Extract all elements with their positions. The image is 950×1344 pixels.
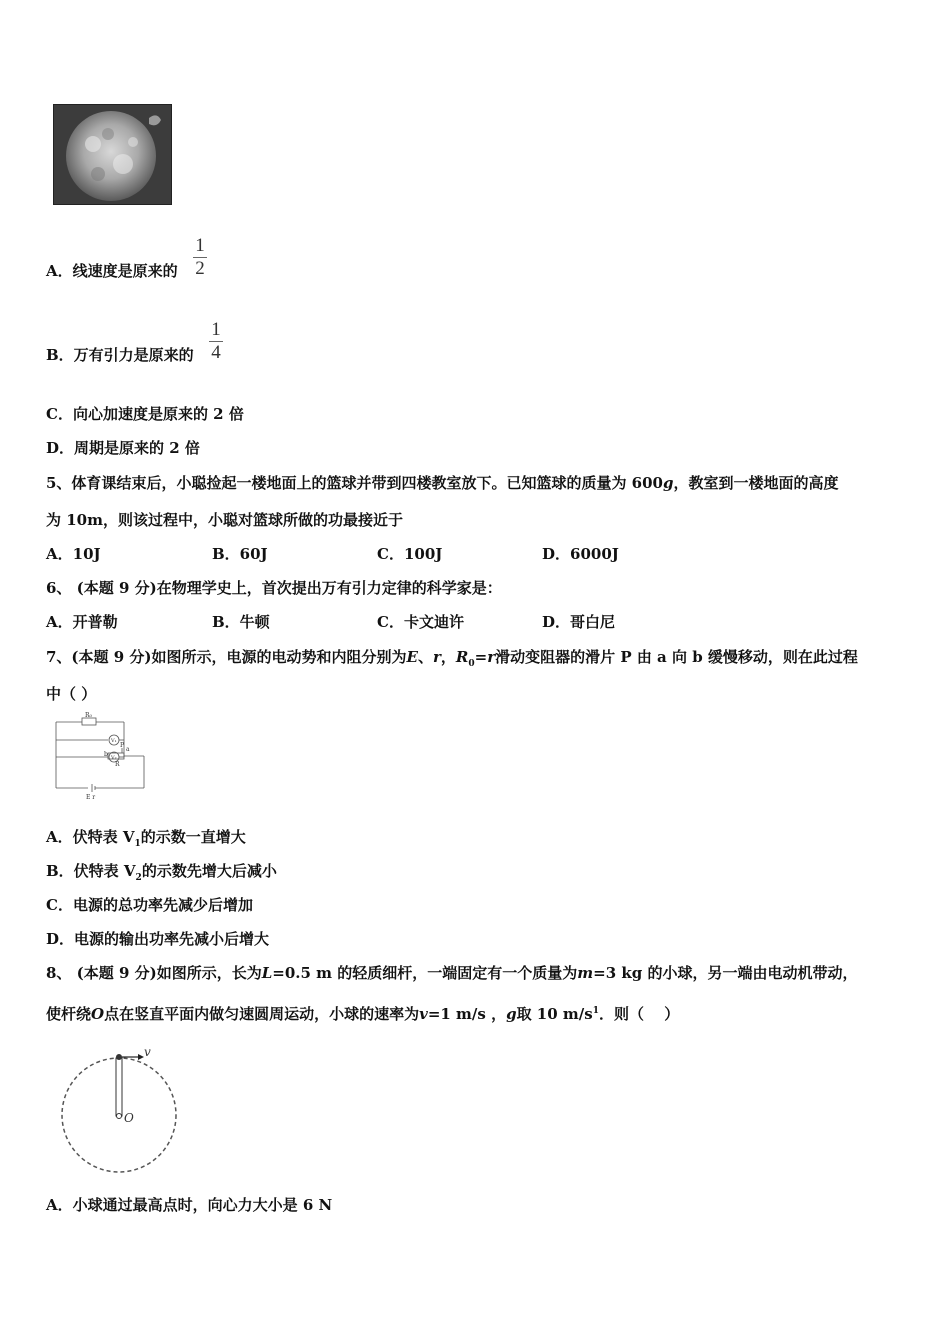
q7-option-b [46, 861, 277, 888]
q7-option-c: C．电源的总功率先减少后增加 [46, 896, 253, 914]
label-v: v [144, 1045, 151, 1059]
subscript: 0 [468, 659, 475, 669]
text: 7、(本题 9 分)如图所示，电源的电动势和内阻分别为 [46, 648, 407, 666]
text: =0.5 m 的轻质细杆，一端固定有一个质量为 [272, 964, 578, 982]
denominator: 2 [195, 258, 205, 279]
q5-option-d: D．6000J [542, 545, 619, 563]
label-v2: V₂ [111, 755, 117, 761]
text: =3 kg 的小球，另一端由电动机带动， [593, 964, 858, 982]
text: 滑动变阻器的滑片 P 由 a 向 b 缓慢移动，则在此过程 [495, 648, 858, 666]
text: 5、体育课结束后，小聪捡起一楼地面上的篮球并带到四楼教室放下。已知篮球的质量为 600 [46, 474, 663, 492]
q4-option-c: C．向心加速度是原来的 2 倍 [46, 405, 244, 423]
q8-stem-line2 [46, 1001, 679, 1024]
label-r0: R₀ [85, 712, 92, 719]
q5-option-a: A．10J [46, 545, 101, 563]
q5-stem-line2: 为 10m，则该过程中，小聪对篮球所做的功最接近于 [46, 511, 403, 529]
label-b: b [104, 751, 108, 758]
text-italic: v [419, 1005, 428, 1023]
q5-option-c: C．100J [377, 545, 443, 563]
text-italic: r [432, 648, 441, 666]
option-text: B．万有引力是原来的 [46, 346, 194, 364]
q5-stem-line1 [46, 473, 839, 493]
text-italic: L [261, 964, 273, 982]
q8-stem-line1 [46, 963, 858, 983]
text-italic: r [487, 648, 496, 666]
subscript: 2 [135, 873, 142, 883]
circuit-diagram [52, 712, 152, 802]
superscript: 1 [592, 1006, 599, 1016]
label-e-r: E r [86, 794, 96, 801]
text: 的示数一直增大 [140, 828, 246, 846]
q4-option-a-fraction [193, 235, 207, 280]
label-r: R [115, 761, 120, 768]
text-italic: m [577, 964, 594, 982]
text: A．伏特表 V [46, 828, 135, 846]
label-v1: V₁ [111, 738, 117, 744]
text-italic: g [662, 474, 674, 492]
text: ．则（ ） [598, 1005, 680, 1023]
text-italic: E [406, 648, 418, 666]
text-italic: R [455, 648, 469, 666]
label-a: a [126, 746, 130, 753]
label-p: P [120, 742, 125, 749]
q6-option-a: A．开普勒 [46, 613, 118, 631]
text: 点在竖直平面内做匀速圆周运动，小球的速率为 [104, 1005, 420, 1023]
q4-option-a [46, 261, 178, 281]
text: 的示数先增大后减小 [141, 862, 277, 880]
q6-option-b: B．牛顿 [212, 613, 270, 631]
q7-option-a [46, 827, 246, 854]
circular-motion-diagram [56, 1040, 186, 1180]
q6-stem: 6、 (本题 9 分)在物理学史上，首次提出万有引力定律的科学家是： [46, 579, 502, 597]
text: 取 10 m/s [516, 1005, 593, 1023]
text: 、 [417, 648, 433, 666]
denominator: 4 [211, 342, 221, 363]
q4-option-b [46, 345, 194, 365]
sun-image [53, 104, 172, 205]
q5-option-b: B．60J [212, 545, 268, 563]
q8-option-a: A．小球通过最高点时，向心力大小是 6 N [46, 1196, 333, 1214]
text: = [474, 648, 488, 666]
q4-option-d: D．周期是原来的 2 倍 [46, 439, 200, 457]
subscript: 1 [134, 839, 141, 849]
q7-option-d: D．电源的输出功率先减小后增大 [46, 930, 270, 948]
text: ， [440, 648, 456, 666]
text: B．伏特表 V [46, 862, 136, 880]
text-italic: O [91, 1005, 105, 1023]
q6-option-c: C．卡文迪许 [377, 613, 464, 631]
text: 8、 (本题 9 分)如图所示，长为 [46, 964, 262, 982]
numerator: 1 [211, 319, 221, 340]
option-text: A．线速度是原来的 [46, 262, 178, 280]
numerator: 1 [195, 235, 205, 256]
text: =1 m/s ， [427, 1005, 507, 1023]
text: 使杆绕 [46, 1005, 92, 1023]
q7-stem-line2: 中（ ） [46, 685, 97, 703]
q7-stem-line1 [46, 647, 858, 674]
text: ，教室到一楼地面的高度 [673, 474, 839, 492]
label-o: O [124, 1111, 134, 1125]
text-italic: g [506, 1005, 517, 1023]
q6-option-d: D．哥白尼 [542, 613, 616, 631]
q4-option-b-fraction [209, 319, 223, 364]
